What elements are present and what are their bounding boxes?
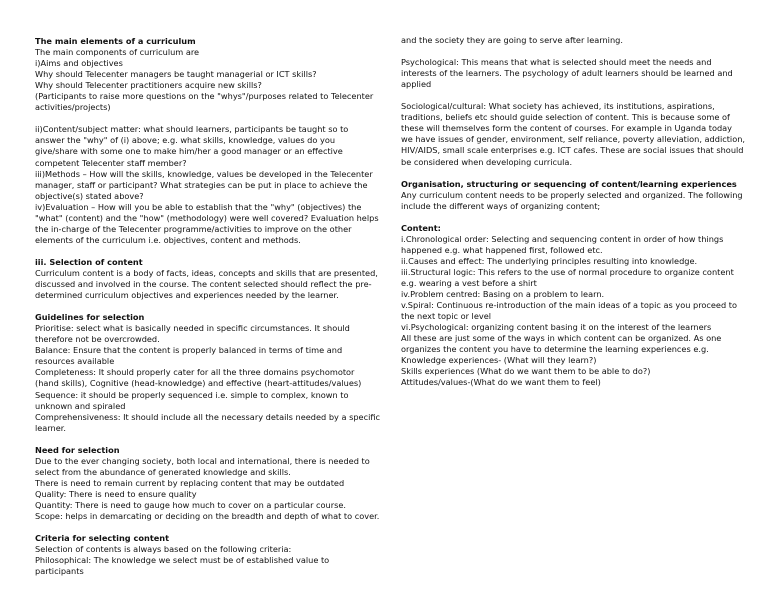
- paragraph: iii)Methods – How will the skills, knowledge, values be developed in the Telecenter manager, staff or participant? What strategies can be put in place to achieve the objective(s) stated above?: [35, 168, 373, 201]
- paragraph-line: Philosophical: The knowledge we select must be of established value to participants: [35, 555, 330, 577]
- criteria-section: [35, 533, 380, 577]
- components-more-section: [35, 124, 380, 246]
- spacer: [401, 212, 746, 223]
- organisation-heading: Organisation, structuring or sequencing of content/learning experiences: [401, 178, 737, 189]
- paragraph: Curriculum content is a body of facts, ideas, concepts and skills that are presented, discussed and involved in the course. The content selected should reflect the pre-determined curriculum objectives and experiences needed by the learner.: [35, 267, 378, 301]
- need-section: [35, 445, 380, 522]
- paragraph-line: i)Aims and objectives: [35, 58, 123, 69]
- paragraph-line: ii.Causes and effect: The underlying principles resulting into knowledge.: [401, 255, 698, 266]
- spacer: [35, 301, 380, 312]
- paragraph-line: All these are just some of the ways in which content can be organized. As one organizes the content you have to determine the learning experiences e.g.: [401, 333, 722, 355]
- right-column: [401, 35, 746, 389]
- paragraph-line: Sequence: it should be properly sequenced i.e. simple to complex, known to unknown and spiraled: [35, 389, 349, 411]
- spacer: [35, 434, 380, 445]
- main-elements-section: [35, 36, 380, 113]
- paragraph-line: Scope: helps in demarcating or deciding on the breadth and depth of what to cover.: [35, 511, 380, 522]
- paragraph: iv)Evaluation – How will you be able to establish that the "why" (objectives) the "what" (content) and the "how" (methodology) were well covered? Evaluation helps the in-charge of the Telecenter programme/activities to improve on the other elements of the curriculum i.e. objectives, content and methods.: [35, 201, 379, 245]
- paragraph-line: Balance: Ensure that the content is properly balanced in terms of time and resources available: [35, 345, 343, 367]
- paragraph-line: Selection of contents is always based on the following criteria:: [35, 544, 292, 555]
- psychological-paragraph: Psychological: This means that what is selected should meet the needs and interests of the learners. The psychology of adult learners should be learned and applied: [401, 57, 733, 90]
- organisation-section: [401, 179, 746, 212]
- content-section: [401, 223, 746, 389]
- paragraph: ii)Content/subject matter: what should learners, participants be taught so to answer the "why" of (i) above; e.g. what skills, knowledge, values do you give/share with some one to make him/her a good manager or an effective competent Telecenter staff member?: [35, 124, 349, 168]
- paragraph-line: v.Spiral: Continuous re-introduction of the main ideas of a topic as you proceed to the next topic or level: [401, 300, 737, 322]
- paragraph-line: vi.Psychological: organizing content basing it on the interest of the learners: [401, 322, 712, 333]
- spacer: [401, 46, 746, 57]
- paragraph-line: There is need to remain current by replacing content that may be outdated: [35, 477, 345, 488]
- paragraph-line: Why should Telecenter managers be taught managerial or ICT skills?: [35, 69, 317, 80]
- spacer: [35, 246, 380, 257]
- paragraph-line: Comprehensiveness: It should include all the necessary details needed by a specific learner.: [35, 411, 381, 433]
- paragraph-line: Prioritise: select what is basically needed in specific circumstances. It should therefore not be overcrowded.: [35, 323, 350, 345]
- paragraph-line: Attitudes/values-(What do we want them to feel): [401, 377, 601, 388]
- selection-section: [35, 257, 380, 301]
- spacer: [35, 522, 380, 533]
- paragraph-line: Knowledge experiences- (What will they learn?): [401, 355, 597, 366]
- spacer: [35, 113, 380, 124]
- paragraph-line: Skills experiences (What do we want them to be able to do?): [401, 366, 651, 377]
- guidelines-heading: Guidelines for selection: [35, 312, 145, 323]
- paragraph-line: Why should Telecenter practitioners acquire new skills?: [35, 80, 262, 91]
- sociological-paragraph: Sociological/cultural: What society has achieved, its institutions, aspirations, traditions, beliefs etc should guide selection of content. This is because some of these will themselves form the content of courses. For example in Uganda today we have issues of gender, environment, self reliance, poverty alleviation, addiction, HIV/AIDS, small scale enterprises e.g. ICT cafes. These are social issues that should be considered when developing curricula.: [401, 101, 746, 167]
- need-heading: Need for selection: [35, 444, 120, 455]
- selection-heading: iii. Selection of content: [35, 256, 143, 267]
- guidelines-section: [35, 312, 380, 434]
- spacer: [401, 168, 746, 179]
- paragraph-line: The main components of curriculum are: [35, 47, 200, 58]
- continuation-line: and the society they are going to serve after learning.: [401, 35, 623, 45]
- paragraph-line: iv.Problem centred: Basing on a problem to learn.: [401, 289, 605, 300]
- paragraph-line: iii.Structural logic: This refers to the use of normal procedure to organize content e.g. wearing a vest before a shirt: [401, 266, 734, 289]
- paragraph-line: Due to the ever changing society, both local and international, there is needed to select from the abundance of generated knowledge and skills.: [35, 455, 370, 477]
- left-column: [35, 36, 380, 577]
- main-elements-heading: The main elements of a curriculum: [35, 36, 196, 46]
- paragraph-line: Completeness: It should properly cater for all the three domains psychomotor (hand skills), Cognitive (head-knowledge) and effective (heart-attitudes/values): [35, 367, 362, 389]
- paragraph-line: Quantity: There is need to gauge how much to cover on a particular course.: [35, 499, 347, 510]
- paragraph-line: (Participants to raise more questions on the "whys"/purposes related to Telecenter activities/projects): [35, 91, 374, 113]
- spacer: [401, 90, 746, 101]
- criteria-heading: Criteria for selecting content: [35, 533, 170, 544]
- paragraph: Any curriculum content needs to be properly selected and organized. The following include the different ways of organizing content;: [401, 189, 743, 211]
- paragraph-line: Quality: There is need to ensure quality: [35, 488, 197, 499]
- paragraph-line: i.Chronological order: Selecting and sequencing content in order of how things happened e.g. what happened first, followed etc.: [401, 233, 724, 255]
- content-heading: Content:: [401, 222, 441, 233]
